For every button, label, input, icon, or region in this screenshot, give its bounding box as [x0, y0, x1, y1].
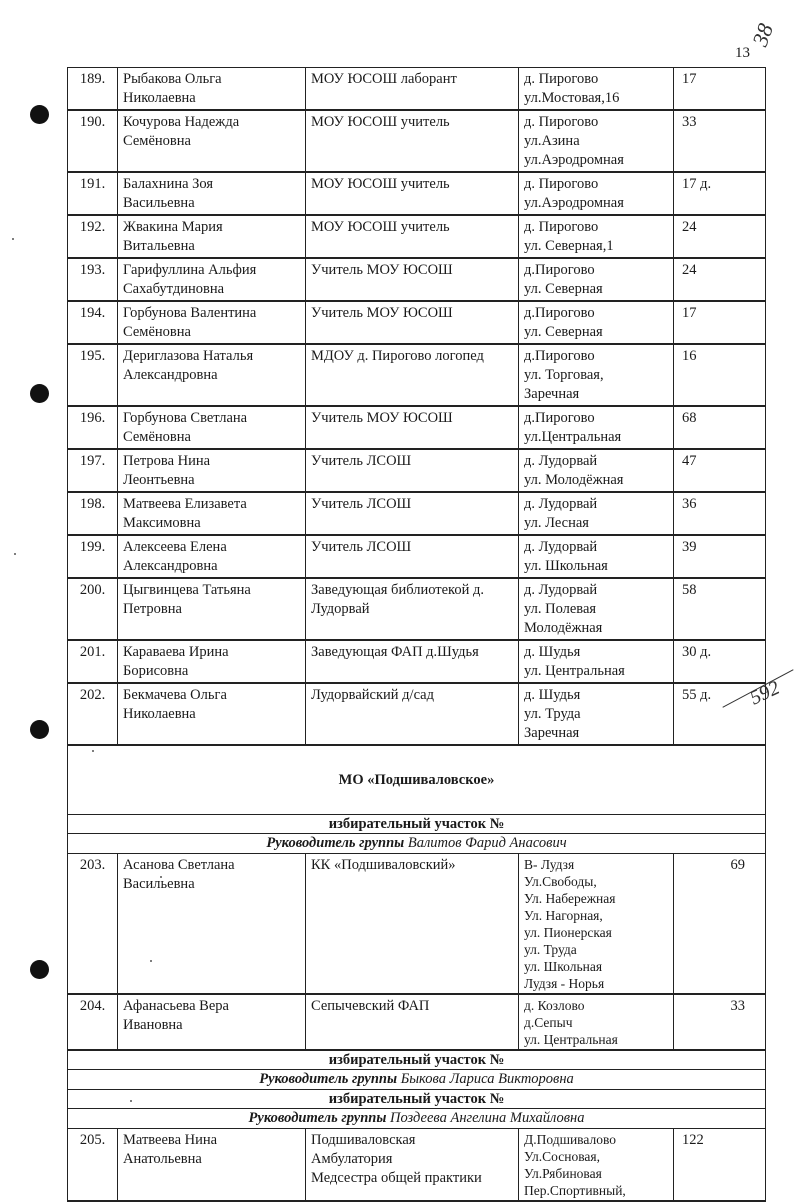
row-number-cell: 199.: [68, 535, 118, 578]
person-name-line: Горбунова Светлана: [123, 410, 248, 426]
table-row: [68, 301, 766, 344]
leader-name: Поздеева Ангелина Михайловна: [390, 1110, 585, 1126]
voter-count-cell: 39: [674, 535, 766, 578]
row-number-cell: 192.: [68, 215, 118, 258]
address-line: ул.Центральная: [524, 429, 622, 445]
address-cell: [519, 640, 674, 683]
address-cell: [519, 578, 674, 640]
address-cell: [519, 215, 674, 258]
section-title: избирательный участок №: [68, 1050, 766, 1070]
address-line: ул.Аэродромная: [524, 195, 624, 211]
person-name-line: Кочурова Надежда: [123, 114, 240, 130]
row-number-cell: 193.: [68, 258, 118, 301]
person-name-line: Матвеева Елизавета: [123, 496, 247, 512]
table-row: [68, 854, 766, 995]
voter-count-cell: 58: [674, 578, 766, 640]
address-line: Ул.Сосновая,: [524, 1149, 600, 1164]
person-name-cell: [118, 492, 306, 535]
table-row: [68, 578, 766, 640]
section-title: избирательный участок №: [68, 1090, 766, 1109]
address-cell: [519, 683, 674, 745]
table-row: [68, 344, 766, 406]
workplace-line: МОУ ЮСОШ учитель: [311, 219, 450, 235]
leader-name: Быкова Лариса Викторовна: [400, 1071, 574, 1087]
workplace-cell: [306, 449, 519, 492]
person-name-line: Семёновна: [123, 429, 191, 445]
address-line: д. Пирогово: [524, 114, 599, 130]
person-name-cell: [118, 68, 306, 111]
leader-row: [68, 1109, 766, 1129]
row-number-cell: 195.: [68, 344, 118, 406]
address-line: д. Лудорвай: [524, 539, 598, 555]
workplace-cell: [306, 68, 519, 111]
person-name-line: Сахабутдиновна: [123, 281, 225, 297]
workplace-line: Амбулатория: [311, 1151, 393, 1167]
person-name-line: Петрова Нина: [123, 453, 211, 469]
leader-cell: [68, 1109, 766, 1129]
person-name-cell: [118, 683, 306, 745]
address-cell: [519, 994, 674, 1050]
address-line: Молодёжная: [524, 620, 603, 636]
address-cell: [519, 110, 674, 172]
person-name-line: Жвакина Мария: [123, 219, 223, 235]
address-line: Заречная: [524, 386, 580, 402]
mo-title: МО «Подшиваловское»: [68, 745, 766, 815]
person-name-cell: [118, 172, 306, 215]
address-line: Заречная: [524, 725, 580, 741]
address-line: ул. Школьная: [524, 959, 603, 974]
address-line: д.Пирогово: [524, 348, 595, 364]
address-line: Д.Подшивалово: [524, 1132, 617, 1147]
address-line: ул. Северная,1: [524, 238, 614, 254]
section-row: [68, 815, 766, 834]
table-row: [68, 406, 766, 449]
person-name-line: Ивановна: [123, 1017, 183, 1033]
workplace-cell: [306, 994, 519, 1050]
person-name-cell: [118, 449, 306, 492]
mo-title-row: [68, 745, 766, 815]
workplace-cell: [306, 492, 519, 535]
address-cell: [519, 258, 674, 301]
row-number-cell: 194.: [68, 301, 118, 344]
address-line: ул. Школьная: [524, 558, 608, 574]
workplace-line: Заведующая библиотекой д.: [311, 582, 484, 598]
workplace-cell: [306, 172, 519, 215]
leader-row: [68, 1070, 766, 1090]
row-number-cell: 204.: [68, 994, 118, 1050]
person-name-line: Васильевна: [123, 876, 195, 892]
workplace-cell: [306, 110, 519, 172]
voter-count-cell: 69: [674, 854, 766, 995]
row-number-cell: 197.: [68, 449, 118, 492]
address-line: ул.Азина: [524, 133, 580, 149]
person-name-line: Витальевна: [123, 238, 195, 254]
address-line: Ул. Набережная: [524, 891, 616, 906]
person-name-line: Максимовна: [123, 515, 201, 531]
row-number-cell: 202.: [68, 683, 118, 745]
leader-name: Валитов Фарид Анасович: [407, 835, 567, 851]
person-name-cell: [118, 258, 306, 301]
scan-speck: [12, 238, 14, 240]
punch-hole: [30, 105, 49, 124]
workplace-line: Подшиваловская: [311, 1132, 416, 1148]
table-body-mid: [68, 854, 766, 1051]
person-name-line: Леонтьевна: [123, 472, 195, 488]
person-name-line: Николаевна: [123, 90, 196, 106]
address-cell: [519, 492, 674, 535]
person-name-line: Васильевна: [123, 195, 195, 211]
leader-label: Руководитель группы: [259, 1071, 398, 1087]
address-line: Лудзя - Норья: [524, 976, 605, 991]
person-name-cell: [118, 301, 306, 344]
workplace-cell: [306, 535, 519, 578]
workplace-line: МОУ ЮСОШ лаборант: [311, 71, 457, 87]
address-line: д. Пирогово: [524, 71, 599, 87]
leader-label: Руководитель группы: [266, 835, 405, 851]
voter-count-cell: 17 д.: [674, 172, 766, 215]
address-line: ул. Труда: [524, 942, 577, 957]
assignment-table: [67, 67, 766, 1202]
person-name-line: Борисовна: [123, 663, 189, 679]
voter-count-cell: 30 д.: [674, 640, 766, 683]
person-name-line: Матвеева Нина: [123, 1132, 218, 1148]
table-body-top: [68, 68, 766, 746]
address-line: ул. Центральная: [524, 663, 625, 679]
address-line: д. Лудорвай: [524, 496, 598, 512]
address-line: ул. Лесная: [524, 515, 589, 531]
workplace-line: МДОУ д. Пирогово логопед: [311, 348, 484, 364]
workplace-line: Учитель МОУ ЮСОШ: [311, 262, 453, 278]
person-name-line: Рыбакова Ольга: [123, 71, 222, 87]
workplace-line: МОУ ЮСОШ учитель: [311, 176, 450, 192]
person-name-cell: [118, 535, 306, 578]
row-number-cell: 205.: [68, 1129, 118, 1202]
workplace-cell: [306, 301, 519, 344]
address-line: ул.Аэродромная: [524, 152, 624, 168]
workplace-cell: [306, 683, 519, 745]
workplace-cell: [306, 1129, 519, 1202]
person-name-cell: [118, 406, 306, 449]
person-name-line: Дериглазова Наталья: [123, 348, 254, 364]
address-cell: [519, 68, 674, 111]
address-line: д.Сепыч: [524, 1015, 573, 1030]
table-row: [68, 1129, 766, 1202]
person-name-cell: [118, 215, 306, 258]
table-body-bottom: [68, 1129, 766, 1202]
table-row: [68, 258, 766, 301]
table-row: [68, 449, 766, 492]
address-line: д. Лудорвай: [524, 582, 598, 598]
workplace-line: Сепычевский ФАП: [311, 998, 430, 1014]
address-line: Ул.Рябиновая: [524, 1166, 602, 1181]
address-cell: [519, 344, 674, 406]
voter-count-cell: 33: [674, 994, 766, 1050]
row-number-cell: 198.: [68, 492, 118, 535]
address-line: д. Козлово: [524, 998, 585, 1013]
person-name-line: Асанова Светлана: [123, 857, 235, 873]
workplace-cell: [306, 406, 519, 449]
table-row: [68, 215, 766, 258]
address-cell: [519, 301, 674, 344]
row-number-cell: 201.: [68, 640, 118, 683]
workplace-line: Учитель МОУ ЮСОШ: [311, 305, 453, 321]
address-cell: [519, 854, 674, 995]
punch-hole: [30, 720, 49, 739]
address-line: ул. Северная: [524, 281, 603, 297]
person-name-cell: [118, 854, 306, 995]
workplace-cell: [306, 215, 519, 258]
voter-count-cell: 33: [674, 110, 766, 172]
address-line: ул. Торговая,: [524, 367, 604, 383]
address-line: д.Пирогово: [524, 410, 595, 426]
workplace-cell: [306, 854, 519, 995]
workplace-line: Учитель ЛСОШ: [311, 539, 412, 555]
table-body-mo: [68, 745, 766, 854]
address-line: д. Пирогово: [524, 176, 599, 192]
table-row: [68, 172, 766, 215]
person-name-cell: [118, 578, 306, 640]
leader-cell: [68, 834, 766, 854]
voter-count-cell: 122: [674, 1129, 766, 1202]
workplace-line: МОУ ЮСОШ учитель: [311, 114, 450, 130]
person-name-cell: [118, 994, 306, 1050]
person-name-line: Караваева Ирина: [123, 644, 229, 660]
address-cell: [519, 406, 674, 449]
workplace-line: Учитель ЛСОШ: [311, 453, 412, 469]
voter-count-cell: 36: [674, 492, 766, 535]
person-name-line: Алексеева Елена: [123, 539, 227, 555]
leader-cell: [68, 1070, 766, 1090]
person-name-line: Афанасьева Вера: [123, 998, 229, 1014]
table-row: [68, 683, 766, 745]
handwritten-page-mark: 38: [747, 20, 779, 50]
row-number-cell: 196.: [68, 406, 118, 449]
person-name-line: Александровна: [123, 558, 218, 574]
table-row: [68, 110, 766, 172]
address-line: д. Шудья: [524, 644, 581, 660]
address-line: ул. Северная: [524, 324, 603, 340]
voter-count-cell: 16: [674, 344, 766, 406]
address-line: ул.Мостовая,16: [524, 90, 620, 106]
table-row: [68, 994, 766, 1050]
address-line: Пер.Спортивный,: [524, 1183, 626, 1198]
address-line: д. Пирогово: [524, 219, 599, 235]
address-line: ул. Полевая: [524, 601, 597, 617]
voter-count-cell: 17: [674, 301, 766, 344]
voter-count-cell: 24: [674, 215, 766, 258]
voter-count-cell: 68: [674, 406, 766, 449]
table-row: [68, 535, 766, 578]
table-row: [68, 492, 766, 535]
person-name-line: Семёновна: [123, 133, 191, 149]
address-line: ул. Труда: [524, 706, 581, 722]
person-name-line: Балахнина Зоя: [123, 176, 214, 192]
section-title: избирательный участок №: [68, 815, 766, 834]
person-name-line: Александровна: [123, 367, 218, 383]
workplace-cell: [306, 258, 519, 301]
person-name-line: Гарифуллина Альфия: [123, 262, 257, 278]
scan-speck: [14, 553, 16, 555]
address-line: В- Лудзя: [524, 857, 575, 872]
workplace-line: Учитель ЛСОШ: [311, 496, 412, 512]
address-line: д. Лудорвай: [524, 453, 598, 469]
leader-row: [68, 834, 766, 854]
page-number: 13: [735, 45, 750, 61]
person-name-cell: [118, 110, 306, 172]
person-name-cell: [118, 1129, 306, 1202]
address-cell: [519, 535, 674, 578]
workplace-cell: [306, 578, 519, 640]
person-name-cell: [118, 640, 306, 683]
person-name-line: Цыгвинцева Татьяна: [123, 582, 251, 598]
workplace-line: Лудорвайский д/сад: [311, 687, 434, 703]
address-cell: [519, 172, 674, 215]
address-line: д. Шудья: [524, 687, 581, 703]
row-number-cell: 203.: [68, 854, 118, 995]
table-body-sections: [68, 1050, 766, 1129]
workplace-line: Заведующая ФАП д.Шудья: [311, 644, 479, 660]
voter-count-cell: 17: [674, 68, 766, 111]
person-name-line: Петровна: [123, 601, 182, 617]
row-number-cell: 189.: [68, 68, 118, 111]
address-line: ул. Центральная: [524, 1032, 618, 1047]
table-row: [68, 68, 766, 111]
section-row: [68, 1090, 766, 1109]
person-name-line: Семёновна: [123, 324, 191, 340]
section-row: [68, 1050, 766, 1070]
voter-count-cell: 47: [674, 449, 766, 492]
workplace-line: Учитель МОУ ЮСОШ: [311, 410, 453, 426]
address-line: ул. Пионерская: [524, 925, 612, 940]
handwritten-side-mark: 592: [746, 676, 784, 710]
person-name-line: Николаевна: [123, 706, 196, 722]
address-line: ул. Молодёжная: [524, 472, 624, 488]
address-line: Ул.Свободы,: [524, 874, 597, 889]
workplace-cell: [306, 640, 519, 683]
workplace-line: Лудорвай: [311, 601, 370, 617]
voter-count-cell: 24: [674, 258, 766, 301]
address-cell: [519, 1129, 674, 1202]
address-line: д.Пирогово: [524, 305, 595, 321]
workplace-line: КК «Подшиваловский»: [311, 857, 456, 873]
row-number-cell: 191.: [68, 172, 118, 215]
table-row: [68, 640, 766, 683]
person-name-line: Горбунова Валентина: [123, 305, 257, 321]
punch-hole: [30, 384, 49, 403]
person-name-cell: [118, 344, 306, 406]
leader-label: Руководитель группы: [248, 1110, 387, 1126]
row-number-cell: 200.: [68, 578, 118, 640]
workplace-line: Медсестра общей практики: [311, 1170, 482, 1186]
row-number-cell: 190.: [68, 110, 118, 172]
person-name-line: Бекмачева Ольга: [123, 687, 227, 703]
person-name-line: Анатольевна: [123, 1151, 202, 1167]
voter-count-cell: 55 д.: [674, 683, 766, 745]
workplace-cell: [306, 344, 519, 406]
address-line: д.Пирогово: [524, 262, 595, 278]
punch-hole: [30, 960, 49, 979]
address-line: Ул. Нагорная,: [524, 908, 603, 923]
address-cell: [519, 449, 674, 492]
